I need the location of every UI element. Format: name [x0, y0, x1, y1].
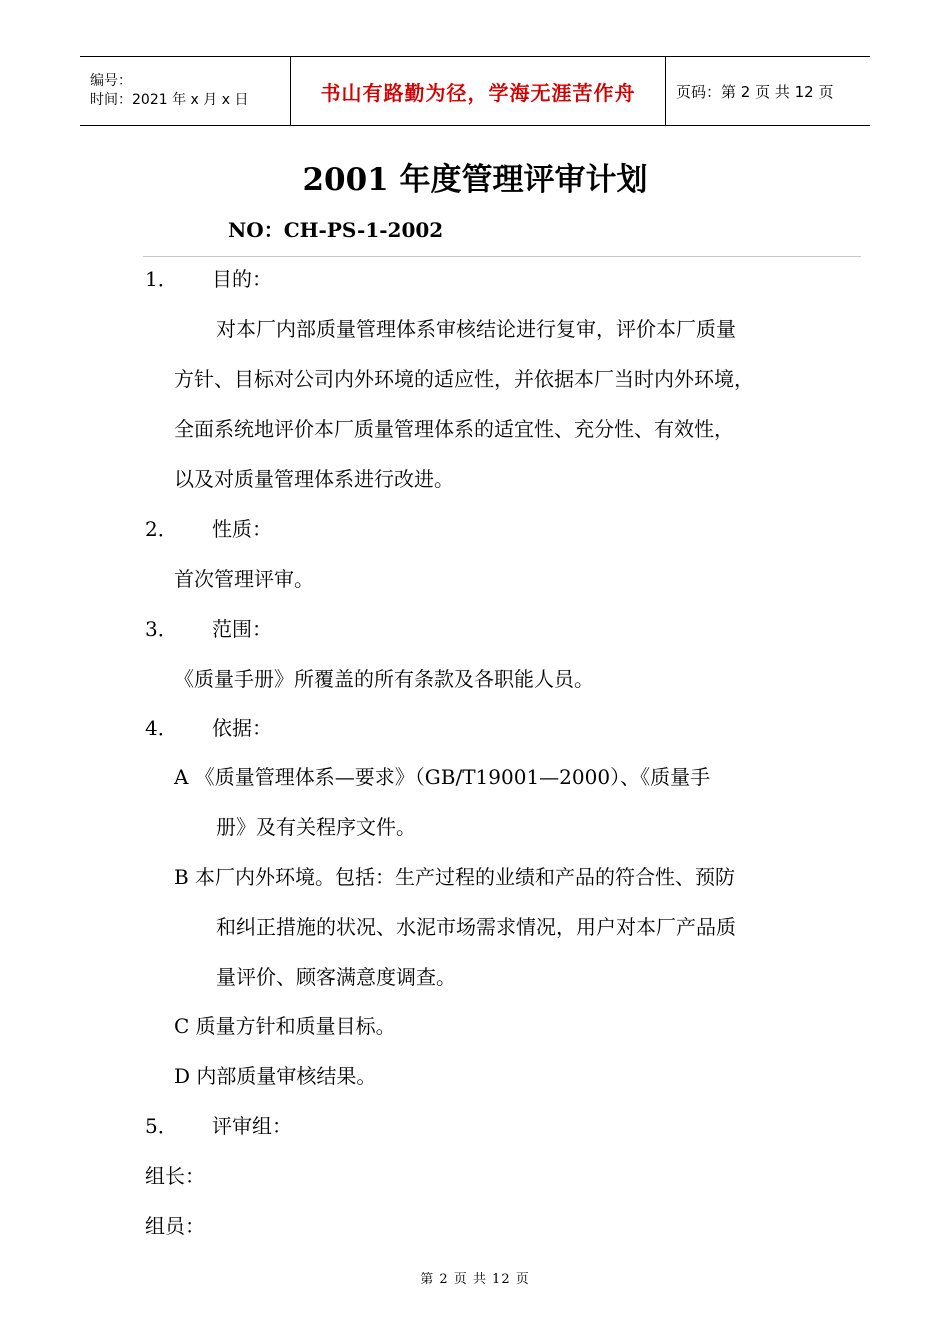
divider	[143, 256, 861, 257]
section-title: 评审组：	[212, 1114, 292, 1138]
date-label: 时间：2021 年 x 月 x 日	[90, 92, 249, 108]
section-1-heading	[145, 264, 272, 294]
section-4-heading	[145, 713, 272, 743]
section-number: 2．	[145, 517, 178, 541]
section-1-body-line: 对本厂内部质量管理体系审核结论进行复审，评价本厂质量	[216, 317, 736, 341]
document-number: NO：CH-PS-1-2002	[228, 218, 444, 242]
section-3-body: 《质量手册》所覆盖的所有条款及各职能人员。	[174, 667, 594, 691]
section-title: 依据：	[212, 716, 272, 740]
basis-item-b-cont: 和纠正措施的状况、水泥市场需求情况，用户对本厂产品质	[216, 915, 736, 939]
section-title: 范围：	[212, 617, 272, 641]
section-number: 4．	[145, 716, 178, 740]
section-2-heading	[145, 514, 272, 544]
document-title: 2001 年度管理评审计划	[302, 162, 648, 198]
section-number: 5．	[145, 1114, 178, 1138]
header-page-info: 页码：第 2 页 共 12 页	[676, 82, 834, 101]
section-title: 目的：	[212, 267, 272, 291]
header-motto	[291, 57, 666, 125]
section-title: 性质：	[212, 517, 272, 541]
section-number: 1．	[145, 267, 178, 291]
section-1-body-line: 以及对质量管理体系进行改进。	[174, 467, 454, 491]
basis-item-a-cont: 册》及有关程序文件。	[216, 815, 416, 839]
basis-item-b-cont: 量评价、顾客满意度调查。	[216, 965, 456, 989]
serial-label: 编号：	[90, 73, 132, 89]
page-header	[80, 56, 870, 126]
basis-item-d: D 内部质量审核结果。	[174, 1064, 377, 1088]
motto-text: 书山有路勤为径，学海无涯苦作舟	[320, 80, 636, 105]
section-2-body: 首次管理评审。	[174, 567, 314, 591]
group-members-label: 组员：	[145, 1214, 205, 1238]
basis-item-c: C 质量方针和质量目标。	[174, 1014, 396, 1038]
section-1-body-line: 方针、目标对公司内外环境的适应性，并依据本厂当时内外环境，	[174, 367, 754, 391]
section-3-heading	[145, 614, 272, 644]
header-meta	[80, 57, 291, 125]
group-leader-label: 组长：	[145, 1164, 205, 1188]
section-number: 3．	[145, 617, 178, 641]
page-footer: 第 2 页 共 12 页	[420, 1272, 530, 1287]
section-5-heading	[145, 1111, 292, 1141]
section-1-body-line: 全面系统地评价本厂质量管理体系的适宜性、充分性、有效性，	[174, 417, 734, 441]
basis-item-b: B 本厂内外环境。包括：生产过程的业绩和产品的符合性、预防	[174, 865, 736, 889]
basis-item-a: A 《质量管理体系—要求》（GB/T19001—2000）、《质量手	[174, 765, 711, 789]
